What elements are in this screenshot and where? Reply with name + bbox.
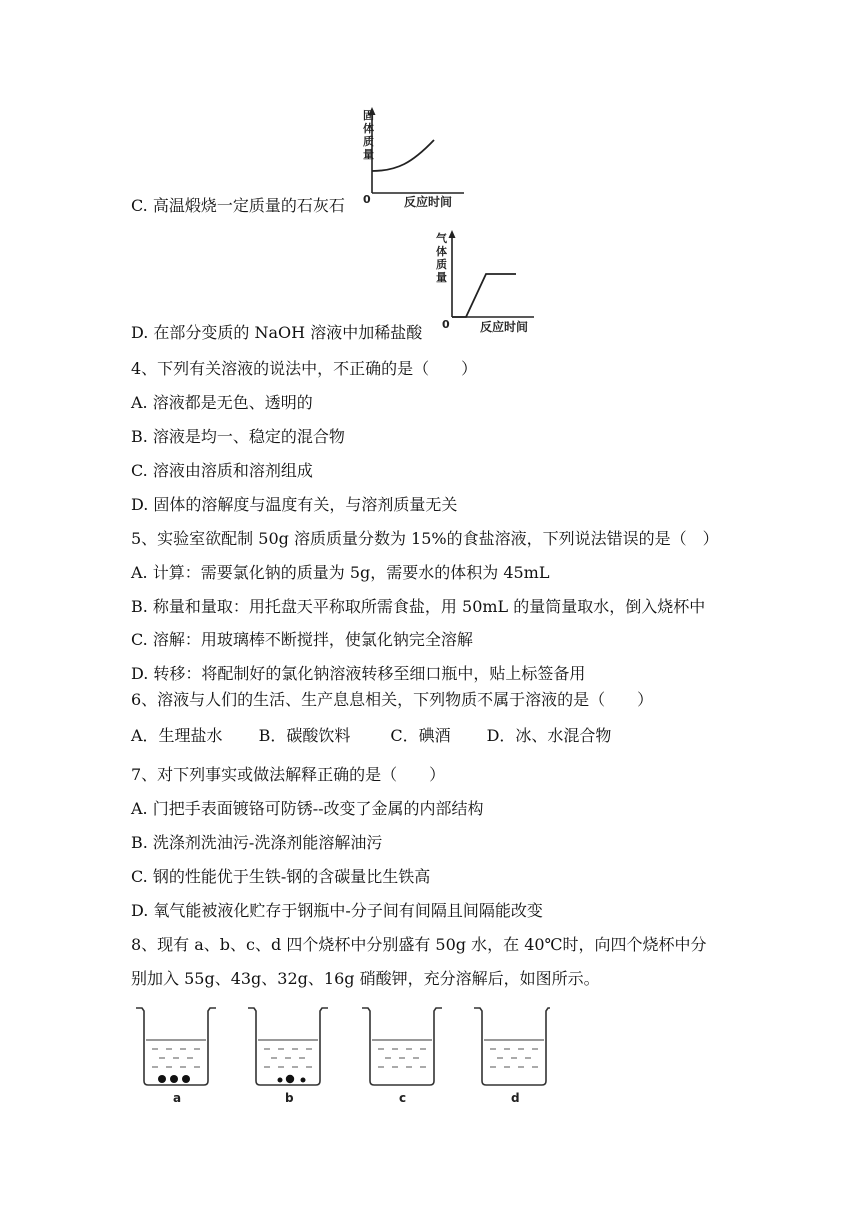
graph-d-origin: 0 (442, 318, 450, 331)
q5-option-d: D. 转移：将配制好的氯化钠溶液转移至细口瓶中，贴上标签备用 (131, 664, 586, 683)
beaker-a-crystal-3 (182, 1075, 190, 1083)
q5-option-a: A. 计算：需要氯化钠的质量为 5g，需要水的体积为 45mL (131, 563, 550, 582)
q7-stem: 7、对下列事实或做法解释正确的是（ ） (131, 765, 446, 784)
graph-c-xlabel: 反应时间 (404, 195, 453, 209)
q7-option-b: B. 洗涤剂洗油污-洗涤剂能溶解油污 (131, 833, 383, 852)
q4-stem: 4、下列有关溶液的说法中，不正确的是（ ） (131, 359, 478, 378)
graph-c-ylabel-2: 体 (363, 122, 374, 135)
beaker-c (362, 1008, 442, 1105)
beaker-b-crystal-2 (286, 1075, 294, 1083)
graph-d-ylabel-2: 体 (436, 245, 447, 258)
q8-stem-line-2: 别加入 55g、43g、32g、16g 硝酸钾，充分溶解后，如图所示。 (131, 969, 600, 988)
q3-option-c: C. 高温煅烧一定质量的石灰石 (131, 196, 345, 215)
graph-c-ylabel-1: 固 (363, 109, 374, 122)
graph-d-ylabel-4: 量 (436, 271, 447, 284)
q5-option-b: B. 称量和量取：用托盘天平称取所需食盐，用 50mL 的量筒量取水，倒入烧杯中 (131, 597, 706, 616)
graph-d-y-arrow (449, 230, 456, 238)
graph-d-xlabel: 反应时间 (480, 320, 529, 334)
beaker-b-crystal-3 (301, 1078, 306, 1083)
q4-option-a: A. 溶液都是无色、透明的 (131, 393, 313, 412)
graph-c (352, 105, 472, 210)
q4-option-c: C. 溶液由溶质和溶剂组成 (131, 461, 313, 480)
beaker-a-label: a (173, 1091, 182, 1105)
q8-stem-line-1: 8、现有 a、b、c、d 四个烧杯中分别盛有 50g 水，在 40℃时，向四个烧杯中分 (131, 935, 707, 954)
q3-option-d: D. 在部分变质的 NaOH 溶液中加稀盐酸 (131, 323, 423, 342)
graph-d-ylabel-1: 气 (436, 232, 447, 245)
graph-c-curve (372, 140, 434, 171)
graph-d (430, 228, 540, 338)
q6-option-b: B．碳酸饮料 (258, 726, 351, 745)
q7-option-a: A. 门把手表面镀铬可防锈--改变了金属的内部结构 (131, 799, 484, 818)
beaker-a-crystal-1 (158, 1075, 166, 1083)
graph-d-ylabel-3: 质 (436, 258, 447, 271)
beaker-d-label: d (511, 1091, 520, 1105)
beaker-a-crystal-2 (170, 1075, 178, 1083)
graph-d-curve (452, 274, 516, 317)
graph-c-origin: 0 (363, 193, 371, 206)
beaker-c-label: c (399, 1091, 407, 1105)
beaker-b-label: b (285, 1091, 294, 1105)
beakers-figure (130, 1003, 550, 1108)
graph-c-ylabel-3: 质 (363, 135, 374, 148)
beaker-d (474, 1008, 550, 1105)
beaker-b (248, 1008, 328, 1105)
q4-option-d: D. 固体的溶解度与温度有关，与溶剂质量无关 (131, 495, 458, 514)
q6-option-c: C．碘酒 (390, 726, 451, 745)
q6-option-a: A．生理盐水 (131, 726, 223, 745)
q4-option-b: B. 溶液是均一、稳定的混合物 (131, 427, 345, 446)
q6-options (131, 726, 611, 746)
beaker-a (136, 1008, 216, 1105)
q6-option-d: D．冰、水混合物 (486, 726, 612, 745)
q5-stem: 5、实验室欲配制 50g 溶质质量分数为 15%的食盐溶液，下列说法错误的是（ ） (131, 529, 719, 548)
q7-option-c: C. 钢的性能优于生铁-钢的含碳量比生铁高 (131, 867, 431, 886)
beaker-b-crystal-1 (278, 1078, 283, 1083)
q7-option-d: D. 氧气能被液化贮存于钢瓶中-分子间有间隔且间隔能改变 (131, 901, 543, 920)
q5-option-c: C. 溶解：用玻璃棒不断搅拌，使氯化钠完全溶解 (131, 630, 473, 649)
graph-c-ylabel-4: 量 (363, 148, 374, 161)
q6-stem: 6、溶液与人们的生活、生产息息相关，下列物质不属于溶液的是（ ） (131, 690, 654, 709)
